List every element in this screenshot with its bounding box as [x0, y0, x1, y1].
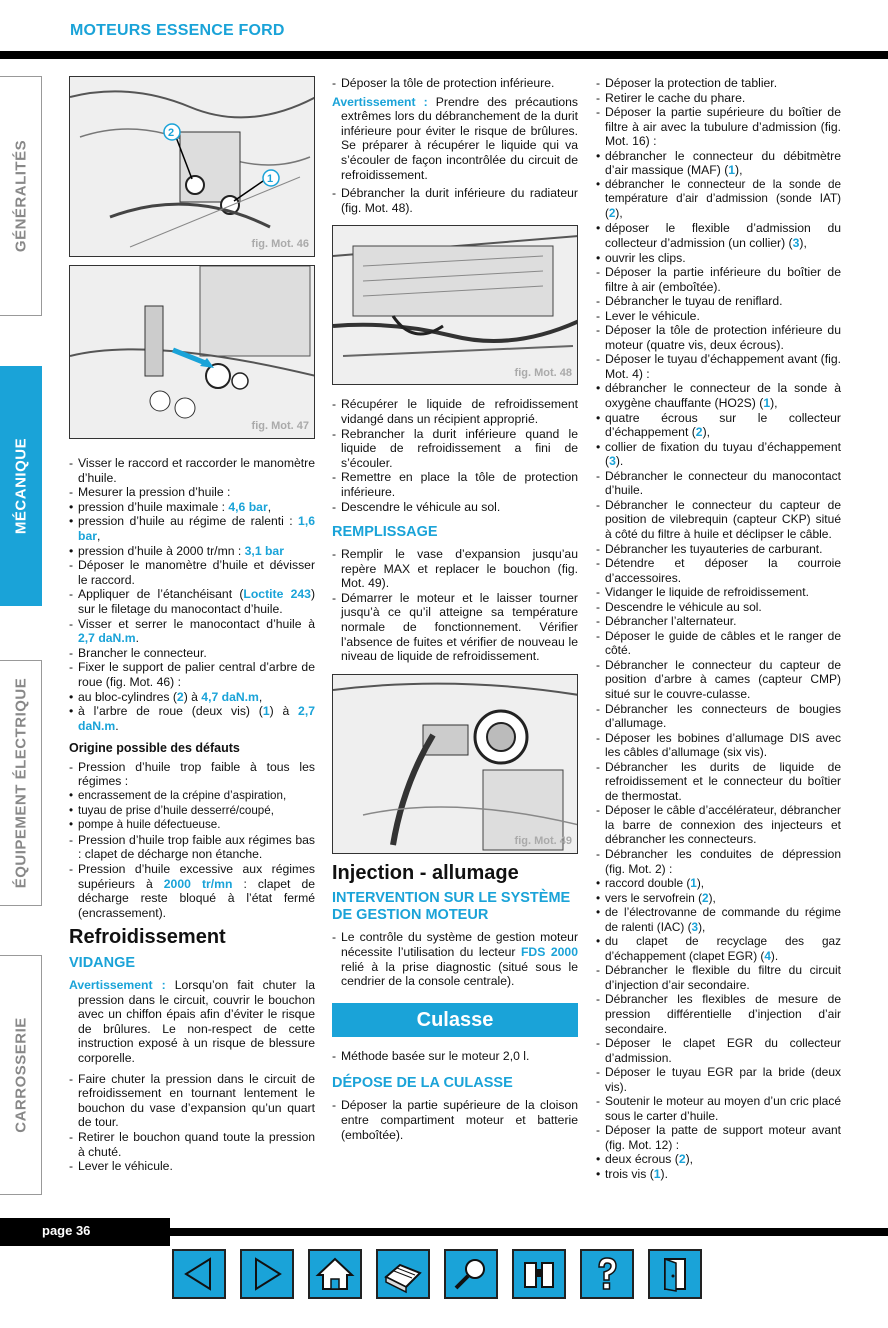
previous-page-button[interactable]	[172, 1249, 226, 1299]
list-item: - Déposer la tôle de protection inférieure.	[332, 76, 578, 91]
list-item: • raccord double (1),	[596, 876, 841, 891]
figure-caption: fig. Mot. 48	[514, 366, 572, 379]
list-item: - Vidanger le liquide de refroidissement.	[596, 585, 841, 600]
list-item: - Débrancher la durit inférieure du radiateur (fig. Mot. 48).	[332, 186, 578, 215]
expansion-tank-illustration	[333, 675, 578, 854]
column-2	[332, 76, 578, 1142]
list-item: - Faire chuter la pression dans le circuit de refroidissement en tournant lentement le bouchon du vase d’expansion qu’un quart de tour.	[69, 1072, 315, 1130]
list-item: - Détendre et déposer la courroie d’accessoires.	[596, 556, 841, 585]
list-item: • vers le servofrein (2),	[596, 891, 841, 906]
column-3	[596, 76, 841, 1182]
list-item: - Débrancher les conduites de dépression (fig. Mot. 2) :	[596, 847, 841, 876]
figure-mot-46	[69, 76, 315, 257]
list	[332, 1049, 578, 1064]
list-item: - Visser et serrer le manocontact d’huile à 2,7 daN.m.	[69, 617, 315, 646]
list-item: - Retirer le bouchon quand toute la pression à chuté.	[69, 1130, 315, 1159]
tab-equipement-electrique[interactable]	[0, 660, 42, 906]
assembly-steps	[69, 558, 315, 689]
fault-list	[69, 760, 315, 789]
tab-carrosserie[interactable]	[0, 955, 42, 1195]
list-item: - Débrancher le connecteur du manocontact d’huile.	[596, 469, 841, 498]
list-item: - Le contrôle du système de gestion moteur nécessite l’utilisation du lecteur FDS 2000 relié à la prise diagnostic (situé sous le cendrier de la console centrale).	[332, 930, 578, 988]
list	[596, 963, 841, 1152]
tab-generalites[interactable]	[0, 76, 42, 316]
list	[596, 1152, 841, 1181]
list-item: - Lever le véhicule.	[596, 309, 841, 324]
list-item: - Déposer les bobines d’allumage DIS avec les câbles d’allumage (six vis).	[596, 731, 841, 760]
list-item: • trois vis (1).	[596, 1167, 841, 1182]
fault-list-2	[69, 833, 315, 921]
warning-note: Avertissement : Lorsqu’on fait chuter la pression dans le circuit, couvrir le bouchon avec un chiffon épais afin d’éviter le risque de brûlures. Le non-respect de cette instruction exposé à un risque de blessure corporelle.	[69, 978, 315, 1065]
list-item: - Déposer le tuyau EGR par la bride (deux vis).	[596, 1065, 841, 1094]
figure-mot-48	[332, 225, 578, 385]
list-item: - Démarrer le moteur et le laisser tourner jusqu’à ce qu’il atteigne sa température normale de fonctionnement. Vérifier l’absence de fuites et vérifier de nouveau le niveau de liquide de refroidissement.	[332, 591, 578, 664]
list-item: - Appliquer de l’étanchéisant (Loctite 243) sur le filetage du manocontact d’huile.	[69, 587, 315, 616]
list-item: - Soutenir le moteur au moyen d’un cric placé sous le carter d’huile.	[596, 1094, 841, 1123]
prev-arrow-icon	[174, 1251, 224, 1297]
home-icon	[310, 1251, 360, 1297]
tab-mecanique[interactable]	[0, 366, 42, 606]
list-item: • tuyau de prise d’huile desserré/coupé,	[69, 804, 315, 819]
list-item: • ouvrir les clips.	[596, 251, 841, 266]
warning-note: Avertissement : Prendre des précautions extrêmes lors du débranchement de la durit inférieure pour éviter le risque de brûlures. Se préparer à récupérer le liquide qui va s’écouler de façon incontrôlée du circuit de refroidissement.	[332, 94, 578, 182]
list-item: - Remplir le vase d’expansion jusqu’au repère MAX et replacer le bouchon (fig. Mot. 49).	[332, 547, 578, 591]
exit-button[interactable]	[648, 1249, 702, 1299]
subsection-intervention: INTERVENTION SUR LE SYSTÈME DE GESTION MOTEUR	[332, 890, 571, 924]
callout-2: 2	[168, 127, 175, 139]
list-item: - Débrancher les connecteurs de bougies d’allumage.	[596, 702, 841, 731]
list-item: - Débrancher les tuyauteries de carburant.	[596, 542, 841, 557]
list-item: - Méthode basée sur le moteur 2,0 l.	[332, 1049, 578, 1064]
callout-1: 1	[267, 173, 274, 185]
column-1	[69, 76, 315, 1174]
subsection-remplissage: REMPLISSAGE	[332, 524, 438, 541]
list-item: • débrancher le connecteur de la sonde de température d’air d’admission (sonde IAT) (2),	[596, 178, 841, 222]
exit-door-icon	[650, 1251, 700, 1297]
help-button[interactable]	[580, 1249, 634, 1299]
home-button[interactable]	[308, 1249, 362, 1299]
tab-label: GÉNÉRALITÉS	[12, 139, 29, 253]
vidange-steps	[69, 1072, 315, 1174]
list-item: - Rebrancher la durit inférieure quand le liquide de refroidissement a fini de s’écouler.	[332, 427, 578, 471]
list-item: - Pression d’huile trop faible à tous les régimes :	[69, 760, 315, 789]
list-item: • deux écrous (2),	[596, 1152, 841, 1167]
list	[596, 876, 841, 963]
list-item: • quatre écrous sur le collecteur d’échappement (2),	[596, 411, 841, 440]
subsection-depose-culasse: DÉPOSE DE LA CULASSE	[332, 1075, 513, 1092]
list	[596, 76, 841, 149]
list-item: • au bloc-cylindres (2) à 4,7 daN.m,	[69, 690, 315, 705]
list-item: - Retirer le cache du phare.	[596, 91, 841, 106]
list-item: • déposer le flexible d’admission du collecteur d’admission (un collier) (3),	[596, 221, 841, 250]
find-button[interactable]	[512, 1249, 566, 1299]
help-icon	[582, 1251, 632, 1297]
list-item: - Fixer le support de palier central d’arbre de roue (fig. Mot. 46) :	[69, 660, 315, 689]
list-item: - Débrancher le connecteur du capteur de position de vilebrequin (capteur CKP) situé à côté du filtre à huile et déclipser le câble.	[596, 498, 841, 542]
section-title-injection: Injection - allumage	[332, 861, 519, 884]
list-item: - Déposer le clapet EGR du collecteur d’admission.	[596, 1036, 841, 1065]
list	[332, 76, 578, 91]
list-item: - Déposer le câble d’accélérateur, débrancher la barre de connexion des injecteurs et débrancher les connecteurs.	[596, 803, 841, 847]
list-item: - Descendre le véhicule au sol.	[596, 600, 841, 615]
figure-mot-47	[69, 265, 315, 439]
list-item: - Débrancher le tuyau de reniflard.	[596, 294, 841, 309]
list-item: • débrancher le connecteur de la sonde à oxygène chauffante (HO2S) (1),	[596, 381, 841, 410]
list-item: - Brancher le connecteur.	[69, 646, 315, 661]
print-button[interactable]	[376, 1249, 430, 1299]
coolant-steps	[332, 397, 578, 514]
list-item: • encrassement de la crépine d’aspiration,	[69, 789, 315, 804]
tab-label: CARROSSERIE	[12, 1017, 29, 1133]
list-item: • à l’arbre de roue (deux vis) (1) à 2,7 daN.m.	[69, 704, 315, 733]
list-item: - Débrancher le flexible du filtre du circuit d’injection d’air secondaire.	[596, 963, 841, 992]
fault-causes	[69, 789, 315, 833]
pressure-values	[69, 500, 315, 558]
tab-label: MÉCANIQUE	[12, 437, 29, 535]
list-item: • collier de fixation du tuyau d’échappement (3).	[596, 440, 841, 469]
list-item: • pression d’huile maximale : 4,6 bar,	[69, 500, 315, 515]
list-item: - Remettre en place la tôle de protection inférieure.	[332, 470, 578, 499]
section-title-refroidissement: Refroidissement	[69, 926, 226, 949]
list	[596, 381, 841, 468]
list-item: - Débrancher les durits de liquide de refroidissement et le connecteur du boîtier de thermostat.	[596, 760, 841, 804]
subheading-origine: Origine possible des défauts	[69, 741, 240, 756]
list-item: - Déposer la partie supérieure de la cloison entre compartiment moteur et batterie (emboîtée).	[332, 1098, 578, 1142]
print-icon	[378, 1251, 428, 1297]
tab-label: ÉQUIPEMENT ÉLECTRIQUE	[12, 677, 29, 889]
list-item: • pression d’huile au régime de ralenti : 1,6 bar,	[69, 514, 315, 543]
list-item: • débrancher le connecteur du débitmètre d’air massique (MAF) (1),	[596, 149, 841, 178]
search-button[interactable]	[444, 1249, 498, 1299]
header-rule	[0, 51, 888, 59]
figure-caption: fig. Mot. 49	[514, 835, 572, 848]
running-header: MOTEURS ESSENCE FORD	[70, 22, 285, 39]
binoculars-icon	[514, 1251, 564, 1297]
list-item: - Déposer le manomètre d’huile et dévisser le raccord.	[69, 558, 315, 587]
list-item: • du clapet de recyclage des gaz d’échappement (clapet EGR) (4).	[596, 934, 841, 963]
list-item: - Pression d’huile trop faible aux régimes bas : clapet de décharge non étanche.	[69, 833, 315, 862]
figure-caption: fig. Mot. 46	[251, 238, 309, 251]
list-item: - Déposer la partie inférieure du boîtier de filtre à air (emboîtée).	[596, 265, 841, 294]
list	[596, 469, 841, 876]
figure-mot-49	[332, 674, 578, 854]
figure-caption: fig. Mot. 47	[251, 420, 309, 433]
search-icon	[446, 1251, 496, 1297]
footer-rule	[170, 1228, 888, 1236]
radiator-hose-illustration	[333, 226, 578, 385]
list-item: - Visser le raccord et raccorder le manomètre d’huile.	[69, 456, 315, 485]
list-item: - Déposer la patte de support moteur avant (fig. Mot. 12) :	[596, 1123, 841, 1152]
next-page-button[interactable]	[240, 1249, 294, 1299]
list-item: • pression d’huile à 2000 tr/mn : 3,1 bar	[69, 544, 315, 559]
list-item: - Lever le véhicule.	[69, 1159, 315, 1174]
list-item: - Déposer la protection de tablier.	[596, 76, 841, 91]
list-item: - Déposer le tuyau d’échappement avant (fig. Mot. 4) :	[596, 352, 841, 381]
list	[332, 1098, 578, 1142]
subsection-vidange: VIDANGE	[69, 955, 136, 971]
list	[596, 265, 841, 381]
list-item: - Récupérer le liquide de refroidissement vidangé dans un récipient approprié.	[332, 397, 578, 426]
torque-values	[69, 690, 315, 734]
list	[596, 149, 841, 265]
list	[332, 186, 578, 215]
next-arrow-icon	[242, 1251, 292, 1297]
engine-mount-illustration	[70, 77, 315, 257]
navigation-toolbar	[172, 1249, 702, 1299]
list-item: - Pression d’huile excessive aux régimes supérieurs à 2000 tr/mn : clapet de décharge reste bloqué à l’état fermé (encrassement).	[69, 862, 315, 920]
list-item: - Mesurer la pression d’huile :	[69, 485, 315, 500]
list	[332, 930, 578, 988]
list-item: - Descendre le véhicule au sol.	[332, 500, 578, 515]
list-item: - Déposer la partie supérieure du boîtier de filtre à air avec la tubulure d’admission (fig. Mot. 16) :	[596, 105, 841, 149]
list-item: - Déposer le guide de câbles et le ranger de côté.	[596, 629, 841, 658]
list-item: - Débrancher le connecteur du capteur de position d’arbre à cames (capteur CMP) situé sur le couvre-culasse.	[596, 658, 841, 702]
list-item: - Débrancher les flexibles de mesure de pression différentielle d’injection d’air secondaire.	[596, 992, 841, 1036]
page-number: page 36	[42, 1223, 91, 1238]
list-item: - Débrancher l’alternateur.	[596, 614, 841, 629]
oil-pressure-steps	[69, 456, 315, 500]
list-item: • de l’électrovanne de commande du régime de ralenti (IAC) (3),	[596, 905, 841, 934]
list-item: - Déposer la tôle de protection inférieure du moteur (quatre vis, deux écrous).	[596, 323, 841, 352]
remplissage-steps	[332, 547, 578, 664]
oil-switch-illustration	[70, 266, 315, 439]
section-banner-culasse: Culasse	[332, 1003, 578, 1037]
list-item: • pompe à huile défectueuse.	[69, 818, 315, 833]
